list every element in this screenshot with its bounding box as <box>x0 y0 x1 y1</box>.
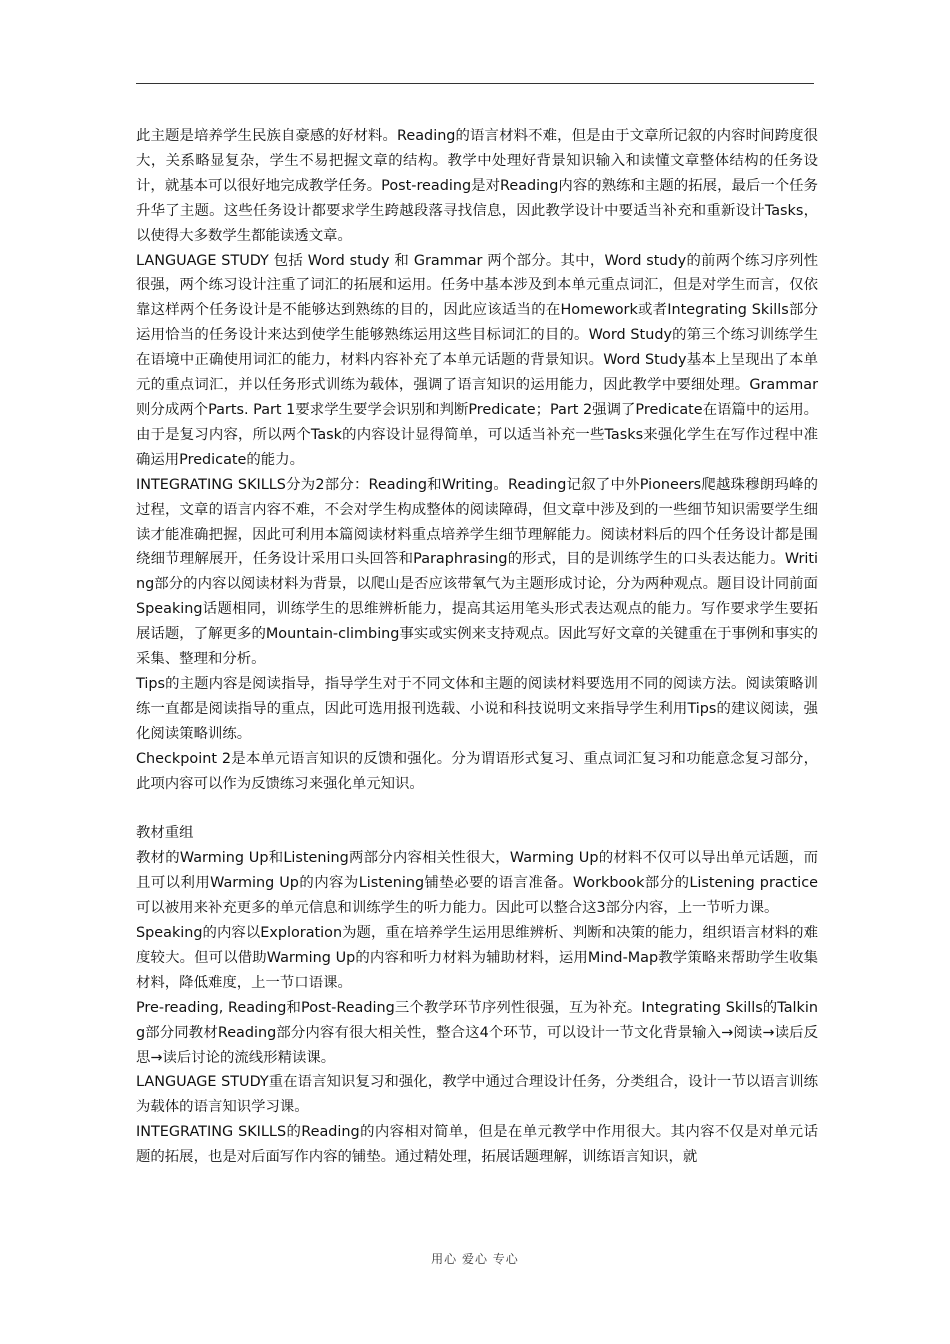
blank-line <box>136 796 818 821</box>
paragraph-speaking: Speaking的内容以Exploration为题，重在培养学生运用思维辨析、判断和决策的能力，组织语言材料的难度较大。但可以借助Warming Up的内容和听力材料为辅助材料，运用Mind-Map教学策略来帮助学生收集材料，降低难度，上一节口语课。 <box>136 924 818 991</box>
page-footer: 用心 爱心 专心 <box>431 1252 519 1266</box>
paragraph-tips: Tips的主题内容是阅读指导，指导学生对于不同文体和主题的阅读材料要选用不同的阅读方法。阅读策略训练一直都是阅读指导的重点，因此可选用报刊选载、小说和科技说明文来指导学生利用Tips的建议阅读，强化阅读策略训练。 <box>136 675 818 742</box>
paragraph-warming-up: 教材的Warming Up和Listening两部分内容相关性很大，Warming Up的材料不仅可以导出单元话题，而且可以利用Warming Up的内容为Listening铺垫必要的语言准备。Workbook部分的Listening practice可以被用来补充更多的单元信息和训练学生的听力能力。因此可以整合这3部分内容，上一节听力课。 <box>136 850 818 917</box>
paragraph-integrating-skills-regroup: INTEGRATING SKILLS的Reading的内容相对简单，但是在单元教学中作用很大。其内容不仅是对单元话题的拓展，也是对后面写作内容的铺垫。通过精处理，拓展话题理解，训练语言知识，就 <box>136 1124 818 1166</box>
paragraph-pre-reading: Pre-reading, Reading和Post-Reading三个教学环节序列性很强，互为补充。Integrating Skills的Talking部分同教材Reading部分内容有很大相关性，整合这4个环节，可以设计一节文化背景输入→阅读→读后反思→读后讨论的流线形精读课。 <box>136 999 818 1066</box>
paragraph-integrating-skills: INTEGRATING SKILLS分为2部分：Reading和Writing。Reading记叙了中外Pioneers爬越珠穆朗玛峰的过程，文章的语言内容不难，不会对学生构成整体的阅读障碍，但文章中涉及到的一些细节知识需要学生细读才能准确把握，因此可利用本篇阅读材料重点培养学生细节理解能力。阅读材料后的四个任务设计都是围绕细节理解展开，任务设计采用口头回答和Paraphrasing的形式，目的是训练学生的口头表达能力。Writing部分的内容以阅读材料为背景，以爬山是否应该带氧气为主题形成讨论，分为两种观点。题目设计同前面Speaking话题相同，训练学生的思维辨析能力，提高其运用笔头形式表达观点的能力。写作要求学生要拓展话题，了解更多的Mountain-climbing事实或实例来支持观点。因此写好文章的关键重在于事例和事实的采集、整理和分析。 <box>136 476 818 668</box>
section-heading: 教材重组 <box>136 825 194 842</box>
paragraph-reading-summary: 此主题是培养学生民族自豪感的好材料。Reading的语言材料不难，但是由于文章所记叙的内容时间跨度很大，关系略显复杂，学生不易把握文章的结构。教学中处理好背景知识输入和读懂文章整体结构的任务设计，就基本可以很好地完成教学任务。Post-reading是对Reading内容的熟练和主题的拓展，最后一个任务升华了主题。这些任务设计都要求学生跨越段落寻找信息，因此教学设计中要适当补充和重新设计Tasks，以使得大多数学生都能读透文章。 <box>136 128 818 244</box>
paragraph-checkpoint: Checkpoint 2是本单元语言知识的反馈和强化。分为谓语形式复习、重点词汇复习和功能意念复习部分，此项内容可以作为反馈练习来强化单元知识。 <box>136 750 818 792</box>
header-rule <box>136 83 814 84</box>
paragraph-language-study-regroup: LANGUAGE STUDY重在语言知识复习和强化，教学中通过合理设计任务，分类组合，设计一节以语言训练为载体的语言知识学习课。 <box>136 1074 818 1116</box>
paragraph-language-study: LANGUAGE STUDY 包括 Word study 和 Grammar 两个部分。其中，Word study的前两个练习序列性很强，两个练习设计注重了词汇的拓展和运用。任务中基本涉及到本单元重点词汇，但是对学生而言，仅依靠这样两个任务设计是不能够达到熟练的目的，因此应该适当的在Homework或者Integrating Skills部分运用恰当的任务设计来达到使学生能够熟练运用这些目标词汇的目的。Word Study的第三个练习训练学生在语境中正确使用词汇的能力，材料内容补充了本单元话题的背景知识。Word Study基本上呈现出了本单元的重点词汇，并以任务形式训练为载体，强调了语言知识的运用能力，因此教学中要细处理。Grammar则分成两个Parts. Part 1要求学生要学会识别和判断Predicate；Part 2强调了Predicate在语篇中的运用。由于是复习内容，所以两个Task的内容设计显得简单，可以适当补充一些Tasks来强化学生在写作过程中准确运用Predicate的能力。 <box>136 252 818 468</box>
document-body <box>136 124 818 1170</box>
